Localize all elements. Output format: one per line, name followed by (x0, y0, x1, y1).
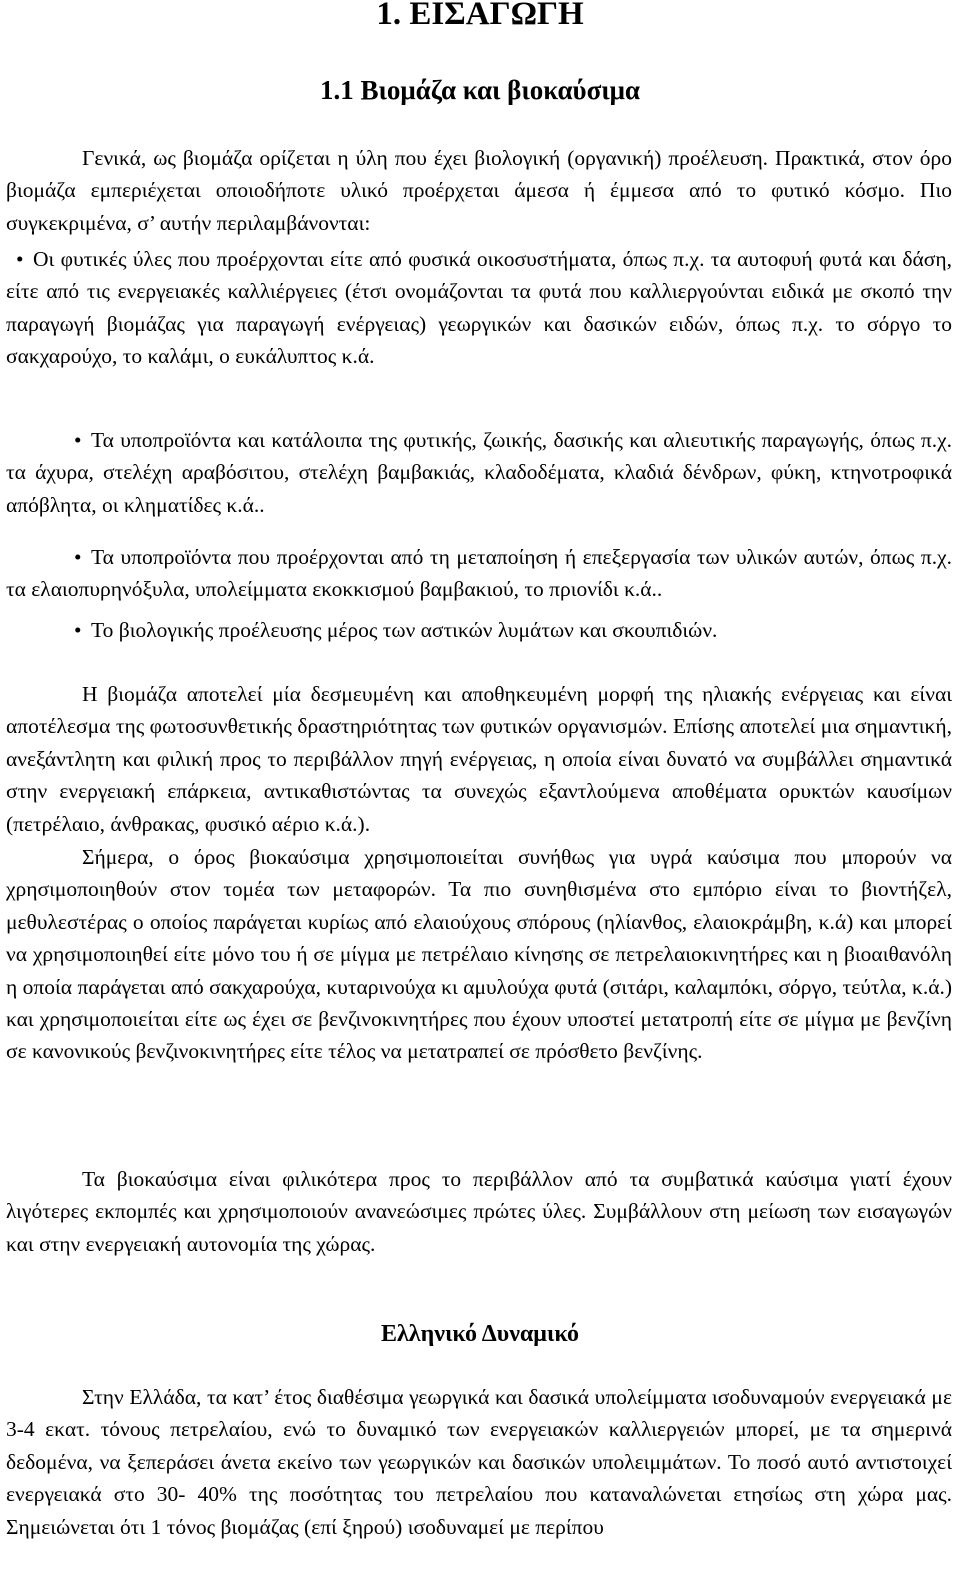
bullet-item-1 (6, 243, 952, 373)
bullet-icon: • (74, 545, 82, 569)
biomass-paragraph: Η βιομάζα αποτελεί μία δεσμευμένη και αποθηκευμένη μορφή της ηλιακής ενέργειας και είναι αποτέλεσμα της φωτοσυνθετικής δραστηριότητας των φυτικών οργανισμών. Επίσης αποτελεί μια σημαντική, ανεξάντλητη και φιλική προς το περιβάλλον πηγή ενέργειας, η οποία είναι δυνατό να συμβάλλει σημαντικά στην ενεργειακή επάρκεια, αντικαθιστώντας τα συνεχώς εξαντλούμενα αποθέματα ορυκτών καυσίμων (πετρέλαιο, άνθρακας, φυσικό αέριο κ.ά.). (6, 682, 952, 836)
bullet-icon: • (74, 618, 82, 642)
bullet-text: Το βιολογικής προέλευσης μέρος των αστικών λυμάτων και σκουπιδιών. (91, 618, 718, 642)
bullet-icon: • (74, 428, 82, 452)
subsection-title: Ελληνικό Δυναμικό (381, 1321, 579, 1347)
greek-potential-paragraph: Στην Ελλάδα, τα κατ’ έτος διαθέσιμα γεωργικά και δασικά υπολείμματα ισοδυναμούν ενεργειακά με 3-4 εκατ. τόνους πετρελαίου, ενώ το δυναμικό των ενεργειακών καλλιεργειών μπορεί, με τα σημερινά δεδομένα, να ξεπεράσει άνετα εκείνο των γεωργικών και δασικών υπολειμμάτων. Το ποσό αυτό αντιστοιχεί ενεργειακά στο 30- 40% της ποσότητας του πετρελαίου που καταναλώνεται ετησίως στη χώρα μας. Σημειώνεται ότι 1 τόνος βιομάζας (επί ξηρού) ισοδυναμεί με περίπου (6, 1385, 952, 1539)
bullet-icon: • (16, 247, 24, 271)
section-title: 1.1 Βιομάζα και βιοκαύσιμα (319, 75, 641, 105)
bullet-text: Οι φυτικές ύλες που προέρχονται είτε από φυσικά οικοσυστήματα, όπως π.χ. τα αυτοφυή φυτά και δάση, είτε από τις ενεργειακές καλλιέργειες (έτσι ονομάζονται τα φυτά που καλλιεργούνται ειδικά με σκοπό την παραγωγή βιομάζας για παραγωγή ενέργειας) γεωργικών και δασικών ειδών, όπως π.χ. το σόργο το σακχαρούχο, το καλάμι, ο ευκάλυπτος κ.ά. (6, 247, 952, 369)
bullet-item-2 (6, 424, 952, 521)
biofuels-paragraph: Σήμερα, ο όρος βιοκαύσιμα χρησιμοποιείται συνήθως για υγρά καύσιμα που μπορούν να χρησιμοποιηθούν στον τομέα των μεταφορών. Τα πιο συνηθισμένα στο εμπόριο είναι το βιοντήζελ, μεθυλεστέρας ο οποίος παράγεται κυρίως από ελαιούχους σπόρους (ηλίανθος, ελαιοκράμβη, κ.ά) και μπορεί να χρησιμοποιηθεί είτε μόνο του ή σε μίγμα με πετρέλαιο κίνησης σε πετρελαιοκινητήρες και η βιοαιθανόλη η οποία παράγεται από σακχαρούχα, κυταρινούχα κι αμυλούχα φυτά (σιτάρι, καλαμπόκι, σόργο, τεύτλα, κ.ά.) και χρησιμοποιείται είτε ως έχει σε βενζινοκινητήρες που έχουν υποστεί μετατροπή είτε σε μίγμα με βενζίνη σε κανονικούς βενζινοκινητήρες είτε τέλος να μετατραπεί σε πρόσθετο βενζίνης. (6, 845, 952, 1064)
bullet-item-3 (6, 541, 952, 606)
chapter-heading: 1. ΕΙΣΑΓΩΓΗ (376, 0, 584, 32)
bullet-text: Τα υποπροϊόντα και κατάλοιπα της φυτικής, ζωικής, δασικής και αλιευτικής παραγωγής, όπως π.χ. τα άχυρα, στελέχη αραβόσιτου, στελέχη βαμβακιάς, κλαδοδέματα, κλαδιά δένδρων, φύκη, κτηνοτροφικά απόβλητα, οι κληματίδες κ.ά.. (6, 428, 952, 517)
bullet-item-4 (6, 614, 952, 646)
environment-paragraph: Τα βιοκαύσιμα είναι φιλικότερα προς το περιβάλλον από τα συμβατικά καύσιμα γιατί έχουν λιγότερες εκπομπές και χρησιμοποιούν ανανεώσιμες πρώτες ύλες. Συμβάλλουν στη μείωση των εισαγωγών και στην ενεργειακή αυτονομία της χώρας. (6, 1167, 952, 1256)
bullet-text: Τα υποπροϊόντα που προέρχονται από τη μεταποίηση ή επεξεργασία των υλικών αυτών, όπως π.χ. τα ελαιοπυρηνόξυλα, υπολείμματα εκοκκισμού βαμβακιού, το πριονίδι κ.ά.. (6, 545, 952, 602)
intro-paragraph: Γενικά, ως βιομάζα ορίζεται η ύλη που έχει βιολογική (οργανική) προέλευση. Πρακτικά, στον όρο βιομάζα εμπεριέχεται οποιοδήποτε υλικό προέρχεται άμεσα ή έμμεσα από το φυτικό κόσμο. Πιο συγκεκριμένα, σ’ αυτήν περιλαμβάνονται: (6, 146, 952, 235)
